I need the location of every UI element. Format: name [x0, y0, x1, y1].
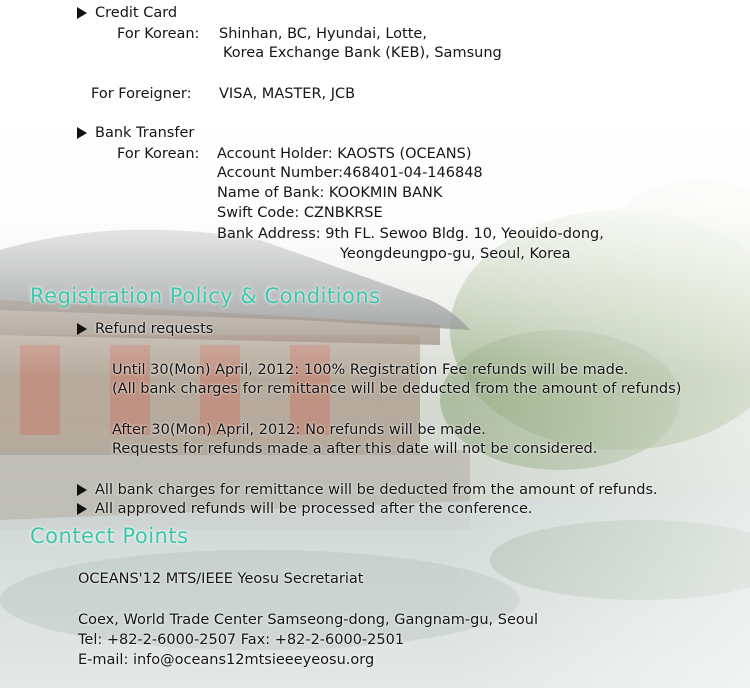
registration-policy-heading: Registration Policy & Conditions	[30, 284, 381, 308]
bank-account-number: Account Number:468401-04-146848	[217, 165, 483, 181]
refund-after-deadline-line-2: Requests for refunds made a after this date will not be considered.	[112, 441, 598, 457]
credit-card-foreigner-value: VISA, MASTER, JCB	[219, 86, 356, 102]
bullet-arrow-icon	[77, 484, 87, 496]
bank-swift-code: Swift Code: CZNBKRSE	[217, 205, 383, 221]
credit-card-title: Credit Card	[95, 5, 178, 21]
policy-bullet-bank-charges: All bank charges for remittance will be deducted from the amount of refunds.	[95, 482, 658, 498]
contact-organization: OCEANS'12 MTS/IEEE Yeosu Secretariat	[78, 571, 364, 587]
bullet-arrow-icon	[77, 127, 87, 139]
bank-account-holder: Account Holder: KAOSTS (OCEANS)	[217, 146, 472, 162]
bullet-arrow-icon	[77, 323, 87, 335]
credit-card-foreigner-label: For Foreigner:	[91, 86, 192, 102]
bank-name: Name of Bank: KOOKMIN BANK	[217, 185, 443, 201]
credit-card-korean-line-1: Shinhan, BC, Hyundai, Lotte,	[219, 26, 427, 42]
policy-bullet-approved-refunds: All approved refunds will be processed after the conference.	[95, 501, 533, 517]
refund-before-deadline-line-1: Until 30(Mon) April, 2012: 100% Registration Fee refunds will be made.	[112, 362, 629, 378]
bank-address-line-1: Bank Address: 9th FL. Sewoo Bldg. 10, Yeouido-dong,	[217, 226, 604, 242]
bank-transfer-korean-label: For Korean:	[117, 146, 200, 162]
credit-card-korean-line-2: Korea Exchange Bank (KEB), Samsung	[223, 45, 502, 61]
refund-before-deadline-line-2: (All bank charges for remittance will be deducted from the amount of refunds)	[112, 381, 682, 397]
contact-points-heading: Contect Points	[30, 524, 189, 548]
bank-address-line-2: Yeongdeungpo-gu, Seoul, Korea	[340, 246, 571, 262]
contact-email: E-mail: info@oceans12mtsieeeyeosu.org	[78, 652, 375, 668]
refund-requests-title: Refund requests	[95, 321, 214, 337]
bank-transfer-title: Bank Transfer	[95, 125, 195, 141]
credit-card-korean-label: For Korean:	[117, 26, 200, 42]
contact-address: Coex, World Trade Center Samseong-dong, Gangnam-gu, Seoul	[78, 612, 538, 628]
refund-after-deadline-line-1: After 30(Mon) April, 2012: No refunds will be made.	[112, 422, 486, 438]
bullet-arrow-icon	[77, 7, 87, 19]
bullet-arrow-icon	[77, 503, 87, 515]
contact-phone-fax: Tel: +82-2-6000-2507 Fax: +82-2-6000-2501	[78, 632, 405, 648]
